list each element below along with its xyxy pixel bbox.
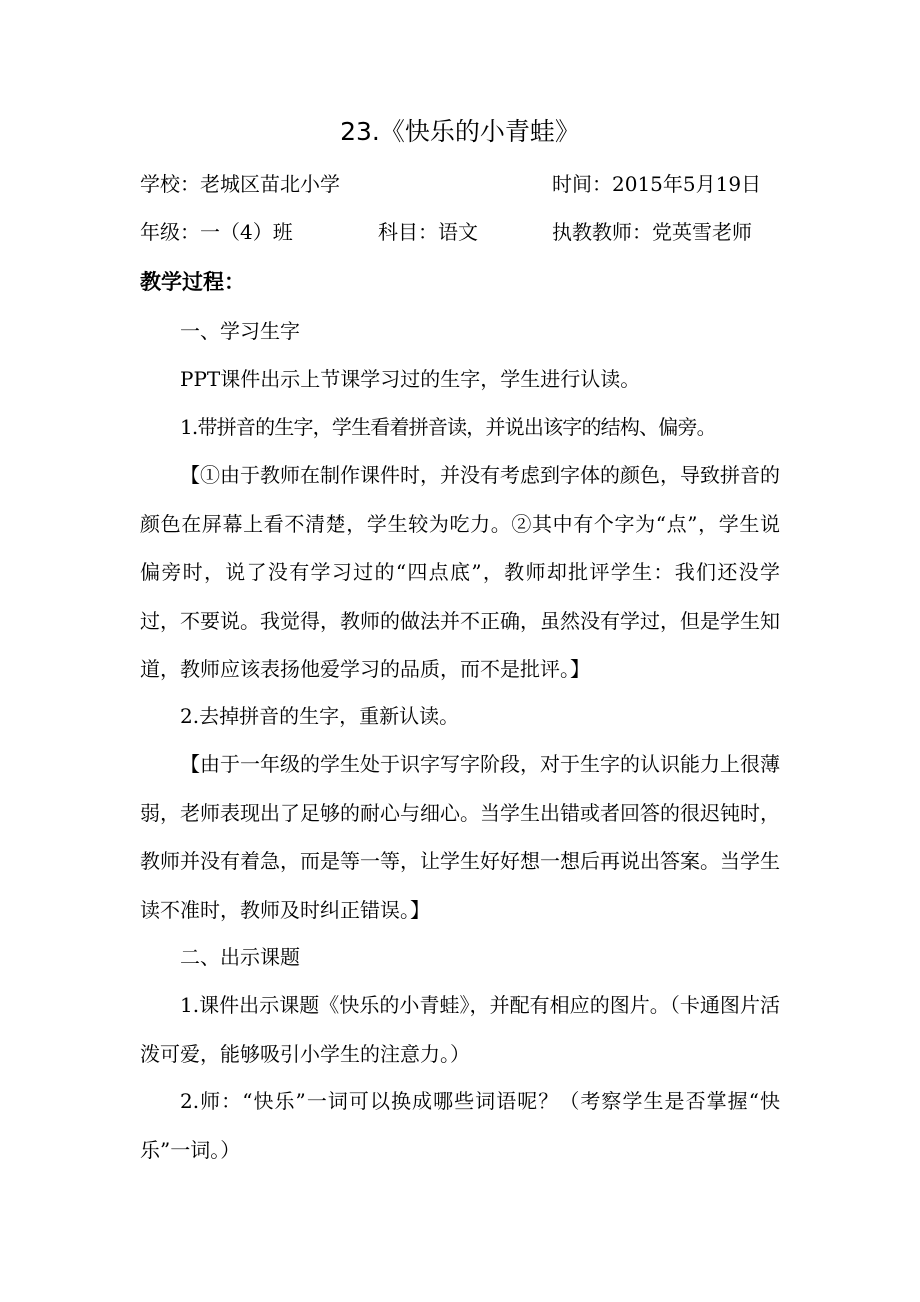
document-title: 23.《快乐的小青蛙》 (340, 117, 580, 146)
paragraph-reflection-one: 【①由于教师在制作课件时，并没有考虑到字体的颜色，导致拼音的颜色在屏幕上看不清楚，学生较为吃力。②其中有个字为“点”，学生说偏旁时，说了没有学习过的“四点底”，教师却批评学生：我们还没学过，不要说。我觉得，教师的做法并不正确，虽然没有学过，但是学生知道，教师应该表扬他爱学习的品质，而不是批评。】 (140, 463, 780, 681)
paragraph-section-one: 一、学习生字 (180, 319, 300, 343)
section-heading: 教学过程： (140, 270, 245, 294)
paragraph-pinyin-reading: 1.带拼音的生字，学生看着拼音读，并说出该字的结构、偏旁。 (180, 415, 716, 439)
paragraph-section-two: 二、出示课题 (180, 945, 300, 969)
school-info: 学校：老城区苗北小学 (140, 172, 340, 196)
date-info: 时间：2015年5月19日 (552, 172, 762, 196)
teacher-info: 执教教师：党英雪老师 (552, 220, 752, 244)
paragraph-ppt-review: PPT课件出示上节课学习过的生字，学生进行认读。 (180, 367, 641, 391)
paragraph-teacher-question: 2.师：“快乐”一词可以换成哪些词语呢？（考察学生是否掌握“快乐”一词。） (140, 1089, 780, 1162)
grade-info: 年级：一（4）班 (140, 220, 293, 244)
paragraph-course-title: 1.课件出示课题《快乐的小青蛙》，并配有相应的图片。（卡通图片活泼可爱，能够吸引小学生的注意力。） (140, 993, 780, 1066)
paragraph-reflection-two: 【由于一年级的学生处于识字写字阶段，对于生字的认识能力上很薄弱，老师表现出了足够的耐心与细心。当学生出错或者回答的很迟钝时，教师并没有着急，而是等一等，让学生好好想一想后再说出答案。当学生读不准时，教师及时纠正错误。】 (140, 752, 780, 922)
paragraph-no-pinyin-reading: 2.去掉拼音的生字，重新认读。 (180, 704, 460, 728)
subject-info: 科目：语文 (378, 220, 478, 244)
